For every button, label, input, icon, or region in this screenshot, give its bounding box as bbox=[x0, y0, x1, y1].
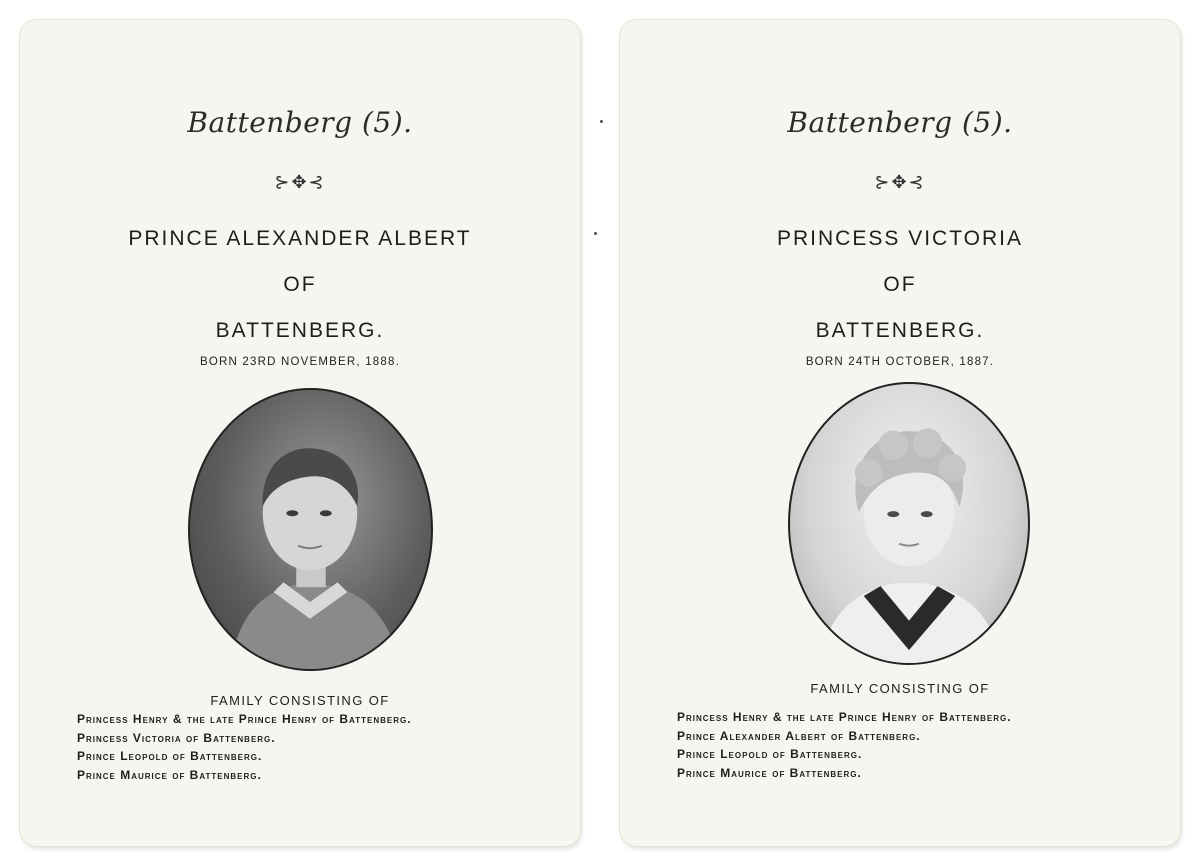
family-member: Prince Maurice of Battenberg. bbox=[77, 767, 262, 782]
name-line-3: BATTENBERG. bbox=[815, 319, 985, 342]
name-line-1: PRINCESS VICTORIA bbox=[777, 227, 1023, 250]
name-line-2: OF bbox=[883, 273, 917, 296]
family-heading: FAMILY CONSISTING OF bbox=[810, 681, 990, 696]
family-member: Princess Victoria of Battenberg. bbox=[77, 730, 276, 745]
card-princess-victoria bbox=[620, 20, 1180, 846]
family-member: Prince Leopold of Battenberg. bbox=[77, 749, 263, 763]
family-member: Princess Henry & the late Prince Henry of Battenberg. bbox=[77, 712, 412, 726]
series-title: Battenberg (5). bbox=[787, 106, 1013, 139]
family-member: Prince Maurice of Battenberg. bbox=[677, 765, 862, 780]
card-name bbox=[20, 216, 580, 354]
girl-portrait-icon bbox=[788, 382, 1030, 665]
ornament-divider: ⊱✥⊰ bbox=[274, 172, 326, 192]
birth-date: BORN 24TH OCTOBER, 1887. bbox=[805, 356, 995, 368]
stray-mark bbox=[600, 120, 603, 123]
name-line-2: OF bbox=[283, 273, 317, 296]
name-line-3: BATTENBERG. bbox=[215, 319, 385, 342]
ornament-divider: ⊱✥⊰ bbox=[874, 172, 926, 192]
family-member: Prince Alexander Albert of Battenberg. bbox=[677, 728, 921, 743]
card-name bbox=[620, 216, 1180, 354]
birth-date: BORN 23RD NOVEMBER, 1888. bbox=[199, 356, 400, 368]
family-member: Princess Henry & the late Prince Henry of Battenberg. bbox=[677, 710, 1012, 724]
boy-portrait-icon bbox=[188, 388, 433, 671]
family-member: Prince Leopold of Battenberg. bbox=[677, 747, 863, 761]
stray-mark bbox=[594, 232, 597, 235]
name-line-1: PRINCE ALEXANDER ALBERT bbox=[128, 227, 472, 250]
series-title: Battenberg (5). bbox=[187, 106, 413, 139]
family-list bbox=[77, 710, 412, 784]
card-prince-alexander-albert bbox=[20, 20, 580, 846]
family-list bbox=[677, 708, 1012, 782]
family-heading: FAMILY CONSISTING OF bbox=[210, 693, 390, 708]
